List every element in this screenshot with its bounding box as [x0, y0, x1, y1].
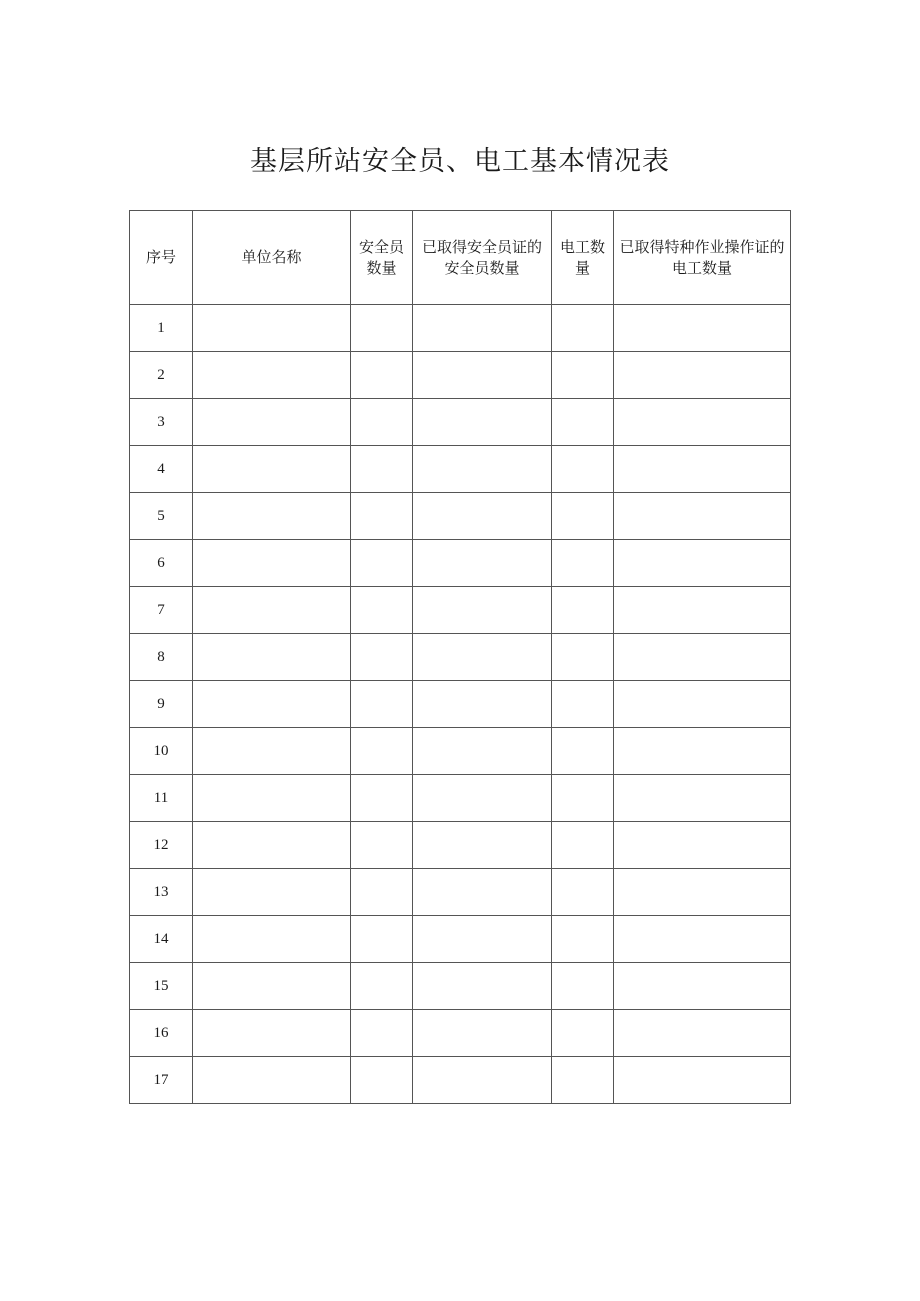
certified-electrician-cell[interactable]: [614, 1057, 791, 1104]
row-serial-number: 6: [130, 540, 193, 587]
safety-officer-count-cell[interactable]: [351, 869, 413, 916]
row-serial-number: 15: [130, 963, 193, 1010]
unit-name-cell[interactable]: [193, 587, 351, 634]
table-row: [130, 1010, 791, 1057]
table-row: [130, 446, 791, 493]
unit-name-cell[interactable]: [193, 493, 351, 540]
row-serial-number: 1: [130, 305, 193, 352]
certified-electrician-cell[interactable]: [614, 587, 791, 634]
certified-electrician-cell[interactable]: [614, 681, 791, 728]
certified-safety-officer-cell[interactable]: [413, 775, 552, 822]
electrician-count-cell[interactable]: [552, 399, 614, 446]
certified-electrician-cell[interactable]: [614, 540, 791, 587]
safety-officer-count-cell[interactable]: [351, 493, 413, 540]
electrician-count-cell[interactable]: [552, 352, 614, 399]
electrician-count-cell[interactable]: [552, 916, 614, 963]
unit-name-cell[interactable]: [193, 916, 351, 963]
certified-safety-officer-cell[interactable]: [413, 587, 552, 634]
electrician-count-cell[interactable]: [552, 305, 614, 352]
row-serial-number: 4: [130, 446, 193, 493]
electrician-count-cell[interactable]: [552, 775, 614, 822]
certified-safety-officer-cell[interactable]: [413, 352, 552, 399]
page-title: 基层所站安全员、电工基本情况表: [250, 146, 670, 177]
certified-electrician-cell[interactable]: [614, 869, 791, 916]
certified-safety-officer-cell[interactable]: [413, 446, 552, 493]
row-serial-number: 10: [130, 728, 193, 775]
header-electrician-count: 电工数量: [552, 211, 614, 305]
certified-electrician-cell[interactable]: [614, 728, 791, 775]
electrician-count-cell[interactable]: [552, 963, 614, 1010]
safety-officer-count-cell[interactable]: [351, 634, 413, 681]
safety-officer-count-cell[interactable]: [351, 1010, 413, 1057]
row-serial-number: 12: [130, 822, 193, 869]
electrician-count-cell[interactable]: [552, 728, 614, 775]
safety-officer-count-cell[interactable]: [351, 305, 413, 352]
electrician-count-cell[interactable]: [552, 587, 614, 634]
unit-name-cell[interactable]: [193, 1010, 351, 1057]
row-serial-number: 2: [130, 352, 193, 399]
row-serial-number: 3: [130, 399, 193, 446]
header-safety-officer-count: 安全员数量: [351, 211, 413, 305]
header-certified-electrician-count: 已取得特种作业操作证的电工数量: [614, 211, 791, 305]
certified-safety-officer-cell[interactable]: [413, 963, 552, 1010]
certified-electrician-cell[interactable]: [614, 446, 791, 493]
table-row: [130, 681, 791, 728]
electrician-count-cell[interactable]: [552, 446, 614, 493]
table-row: [130, 587, 791, 634]
header-certified-safety-officer-count: 已取得安全员证的安全员数量: [413, 211, 552, 305]
row-serial-number: 5: [130, 493, 193, 540]
table-row: [130, 352, 791, 399]
table-row: [130, 540, 791, 587]
unit-name-cell[interactable]: [193, 822, 351, 869]
row-serial-number: 9: [130, 681, 193, 728]
safety-officer-count-cell[interactable]: [351, 728, 413, 775]
certified-electrician-cell[interactable]: [614, 822, 791, 869]
certified-safety-officer-cell[interactable]: [413, 869, 552, 916]
staff-info-table: [129, 210, 791, 1104]
unit-name-cell[interactable]: [193, 352, 351, 399]
certified-safety-officer-cell[interactable]: [413, 728, 552, 775]
unit-name-cell[interactable]: [193, 446, 351, 493]
certified-electrician-cell[interactable]: [614, 399, 791, 446]
row-serial-number: 14: [130, 916, 193, 963]
unit-name-cell[interactable]: [193, 869, 351, 916]
certified-electrician-cell[interactable]: [614, 775, 791, 822]
header-serial-number: 序号: [130, 211, 193, 305]
table-row: [130, 869, 791, 916]
table-row: [130, 634, 791, 681]
safety-officer-count-cell[interactable]: [351, 963, 413, 1010]
certified-safety-officer-cell[interactable]: [413, 493, 552, 540]
safety-officer-count-cell[interactable]: [351, 822, 413, 869]
safety-officer-count-cell[interactable]: [351, 681, 413, 728]
row-serial-number: 17: [130, 1057, 193, 1104]
certified-electrician-cell[interactable]: [614, 634, 791, 681]
safety-officer-count-cell[interactable]: [351, 587, 413, 634]
unit-name-cell[interactable]: [193, 540, 351, 587]
row-serial-number: 8: [130, 634, 193, 681]
certified-safety-officer-cell[interactable]: [413, 540, 552, 587]
unit-name-cell[interactable]: [193, 305, 351, 352]
table-row: [130, 493, 791, 540]
electrician-count-cell[interactable]: [552, 822, 614, 869]
certified-electrician-cell[interactable]: [614, 916, 791, 963]
row-serial-number: 13: [130, 869, 193, 916]
row-serial-number: 7: [130, 587, 193, 634]
safety-officer-count-cell[interactable]: [351, 540, 413, 587]
safety-officer-count-cell[interactable]: [351, 775, 413, 822]
table-row: [130, 963, 791, 1010]
certified-safety-officer-cell[interactable]: [413, 634, 552, 681]
row-serial-number: 16: [130, 1010, 193, 1057]
certified-electrician-cell[interactable]: [614, 963, 791, 1010]
certified-electrician-cell[interactable]: [614, 1010, 791, 1057]
electrician-count-cell[interactable]: [552, 869, 614, 916]
electrician-count-cell[interactable]: [552, 1010, 614, 1057]
table-row: [130, 1057, 791, 1104]
safety-officer-count-cell[interactable]: [351, 399, 413, 446]
unit-name-cell[interactable]: [193, 681, 351, 728]
certified-safety-officer-cell[interactable]: [413, 681, 552, 728]
safety-officer-count-cell[interactable]: [351, 352, 413, 399]
electrician-count-cell[interactable]: [552, 540, 614, 587]
electrician-count-cell[interactable]: [552, 634, 614, 681]
electrician-count-cell[interactable]: [552, 681, 614, 728]
unit-name-cell[interactable]: [193, 399, 351, 446]
table-row: [130, 728, 791, 775]
electrician-count-cell[interactable]: [552, 493, 614, 540]
unit-name-cell[interactable]: [193, 963, 351, 1010]
certified-electrician-cell[interactable]: [614, 493, 791, 540]
table-row: [130, 822, 791, 869]
unit-name-cell[interactable]: [193, 728, 351, 775]
row-serial-number: 11: [130, 775, 193, 822]
table-row: [130, 305, 791, 352]
safety-officer-count-cell[interactable]: [351, 1057, 413, 1104]
table-row: [130, 775, 791, 822]
header-unit-name: 单位名称: [193, 211, 351, 305]
certified-safety-officer-cell[interactable]: [413, 399, 552, 446]
table-header-row: [130, 211, 791, 305]
certified-safety-officer-cell[interactable]: [413, 916, 552, 963]
certified-safety-officer-cell[interactable]: [413, 305, 552, 352]
safety-officer-count-cell[interactable]: [351, 916, 413, 963]
table-row: [130, 399, 791, 446]
unit-name-cell[interactable]: [193, 1057, 351, 1104]
certified-safety-officer-cell[interactable]: [413, 822, 552, 869]
unit-name-cell[interactable]: [193, 775, 351, 822]
safety-officer-count-cell[interactable]: [351, 446, 413, 493]
certified-electrician-cell[interactable]: [614, 305, 791, 352]
electrician-count-cell[interactable]: [552, 1057, 614, 1104]
certified-safety-officer-cell[interactable]: [413, 1010, 552, 1057]
certified-safety-officer-cell[interactable]: [413, 1057, 552, 1104]
certified-electrician-cell[interactable]: [614, 352, 791, 399]
unit-name-cell[interactable]: [193, 634, 351, 681]
table-row: [130, 916, 791, 963]
